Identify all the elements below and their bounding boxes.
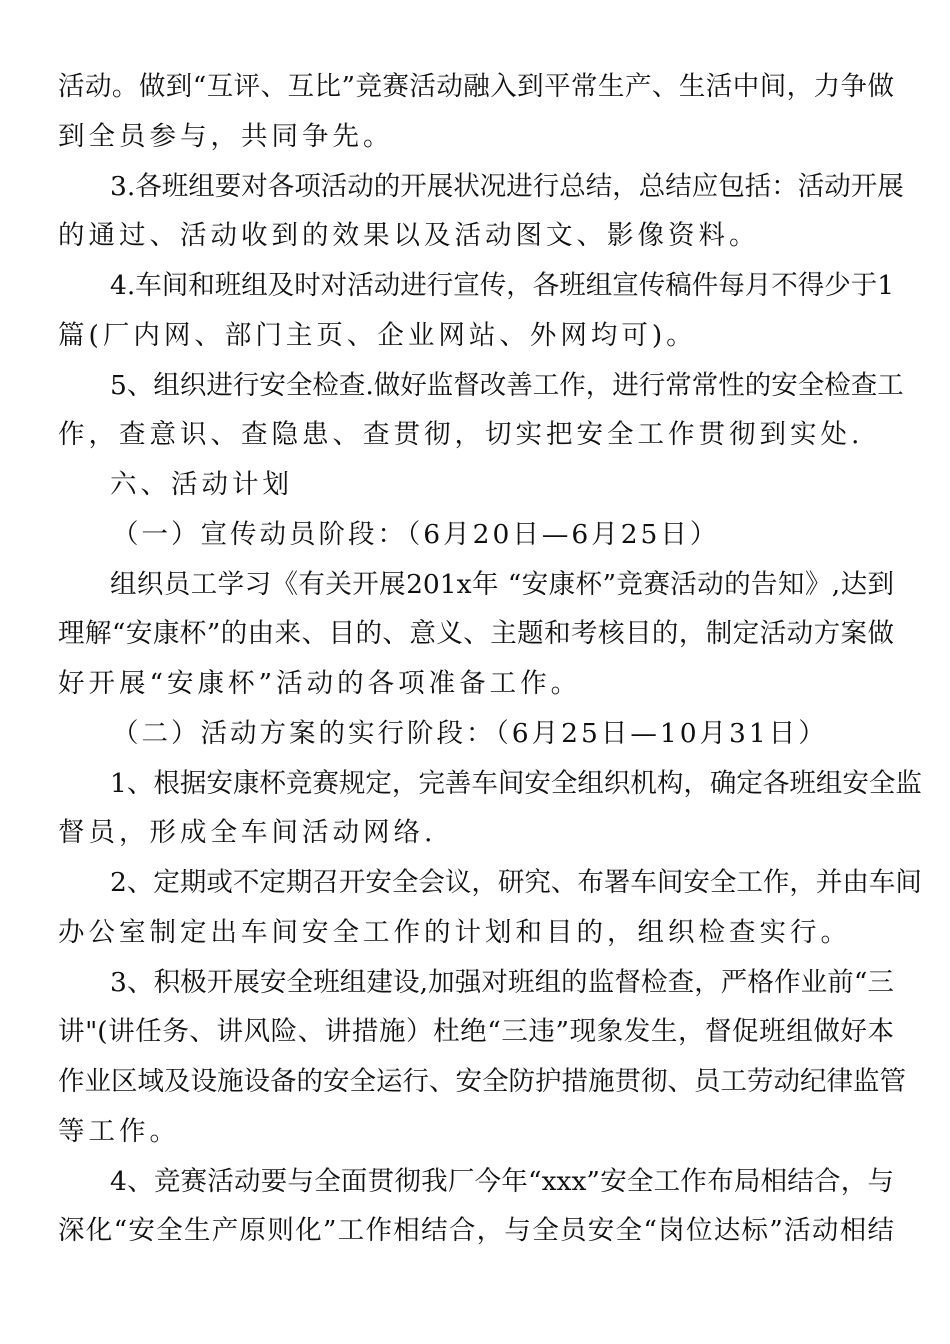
text-line: 篇(厂内网、部门主页、企业网站、外网均可)。: [58, 320, 697, 351]
text-line: 到全员参与，共同争先。: [58, 121, 394, 152]
text-line: 理解“安康杯”的由来、目的、意义、主题和考核目的，制定活动方案做: [58, 618, 894, 649]
text-line: 深化“安全生产原则化”工作相结合，与全员安全“岗位达标”活动相结: [58, 1215, 894, 1246]
text-line: 作业区域及设施设备的安全运行、安全防护措施贯彻、员工劳动纪律监管: [58, 1066, 906, 1097]
text-line: 组织员工学习《有关开展201x年 “安康杯”竞赛活动的告知》,达到: [110, 569, 894, 600]
text-line: 4.车间和班组及时对活动进行宣传，各班组宣传稿件每月不得少于1: [110, 270, 895, 301]
text-line: 1、根据安康杯竞赛规定，完善车间安全组织机构，确定各班组安全监: [110, 768, 922, 799]
text-line: 等工作。: [58, 1116, 180, 1147]
text-line: 2、定期或不定期召开安全会议，研究、布署车间安全工作，并由车间: [110, 867, 922, 898]
text-line: 办公室制定出车间安全工作的计划和目的，组织检查实行。: [58, 917, 851, 948]
text-line: 3、积极开展安全班组建设,加强对班组的监督检查，严格作业前“三: [110, 967, 894, 998]
subsection-heading: （一）宣传动员阶段：（6月20日—6月25日）: [112, 519, 720, 550]
text-line: 督员，形成全车间活动网络.: [58, 817, 437, 848]
text-line: 4、竞赛活动要与全面贯彻我厂今年“xxx”安全工作布局相结合，与: [110, 1166, 894, 1197]
section-heading: 六、活动计划: [110, 469, 293, 500]
text-line: 作，查意识、查隐患、查贯彻，切实把安全工作贯彻到实处.: [58, 419, 864, 450]
text-line: 3.各班组要对各项活动的开展状况进行总结，总结应包括：活动开展: [110, 171, 904, 202]
subsection-heading: （二）活动方案的实行阶段：（6月25日—10月31日）: [112, 718, 828, 749]
text-line: 讲"(讲任务、讲风险、讲措施）杜绝“三违”现象发生，督促班组做好本: [58, 1016, 894, 1047]
text-line: 活动。做到“互评、互比”竞赛活动融入到平常生产、生活中间，力争做: [58, 71, 894, 102]
text-line: 好开展“安康杯”活动的各项准备工作。: [58, 668, 582, 699]
text-line: 的通过、活动收到的效果以及活动图文、影像资料。: [58, 220, 760, 251]
text-line: 5、组织进行安全检查.做好监督改善工作，进行常常性的安全检查工: [110, 370, 904, 401]
